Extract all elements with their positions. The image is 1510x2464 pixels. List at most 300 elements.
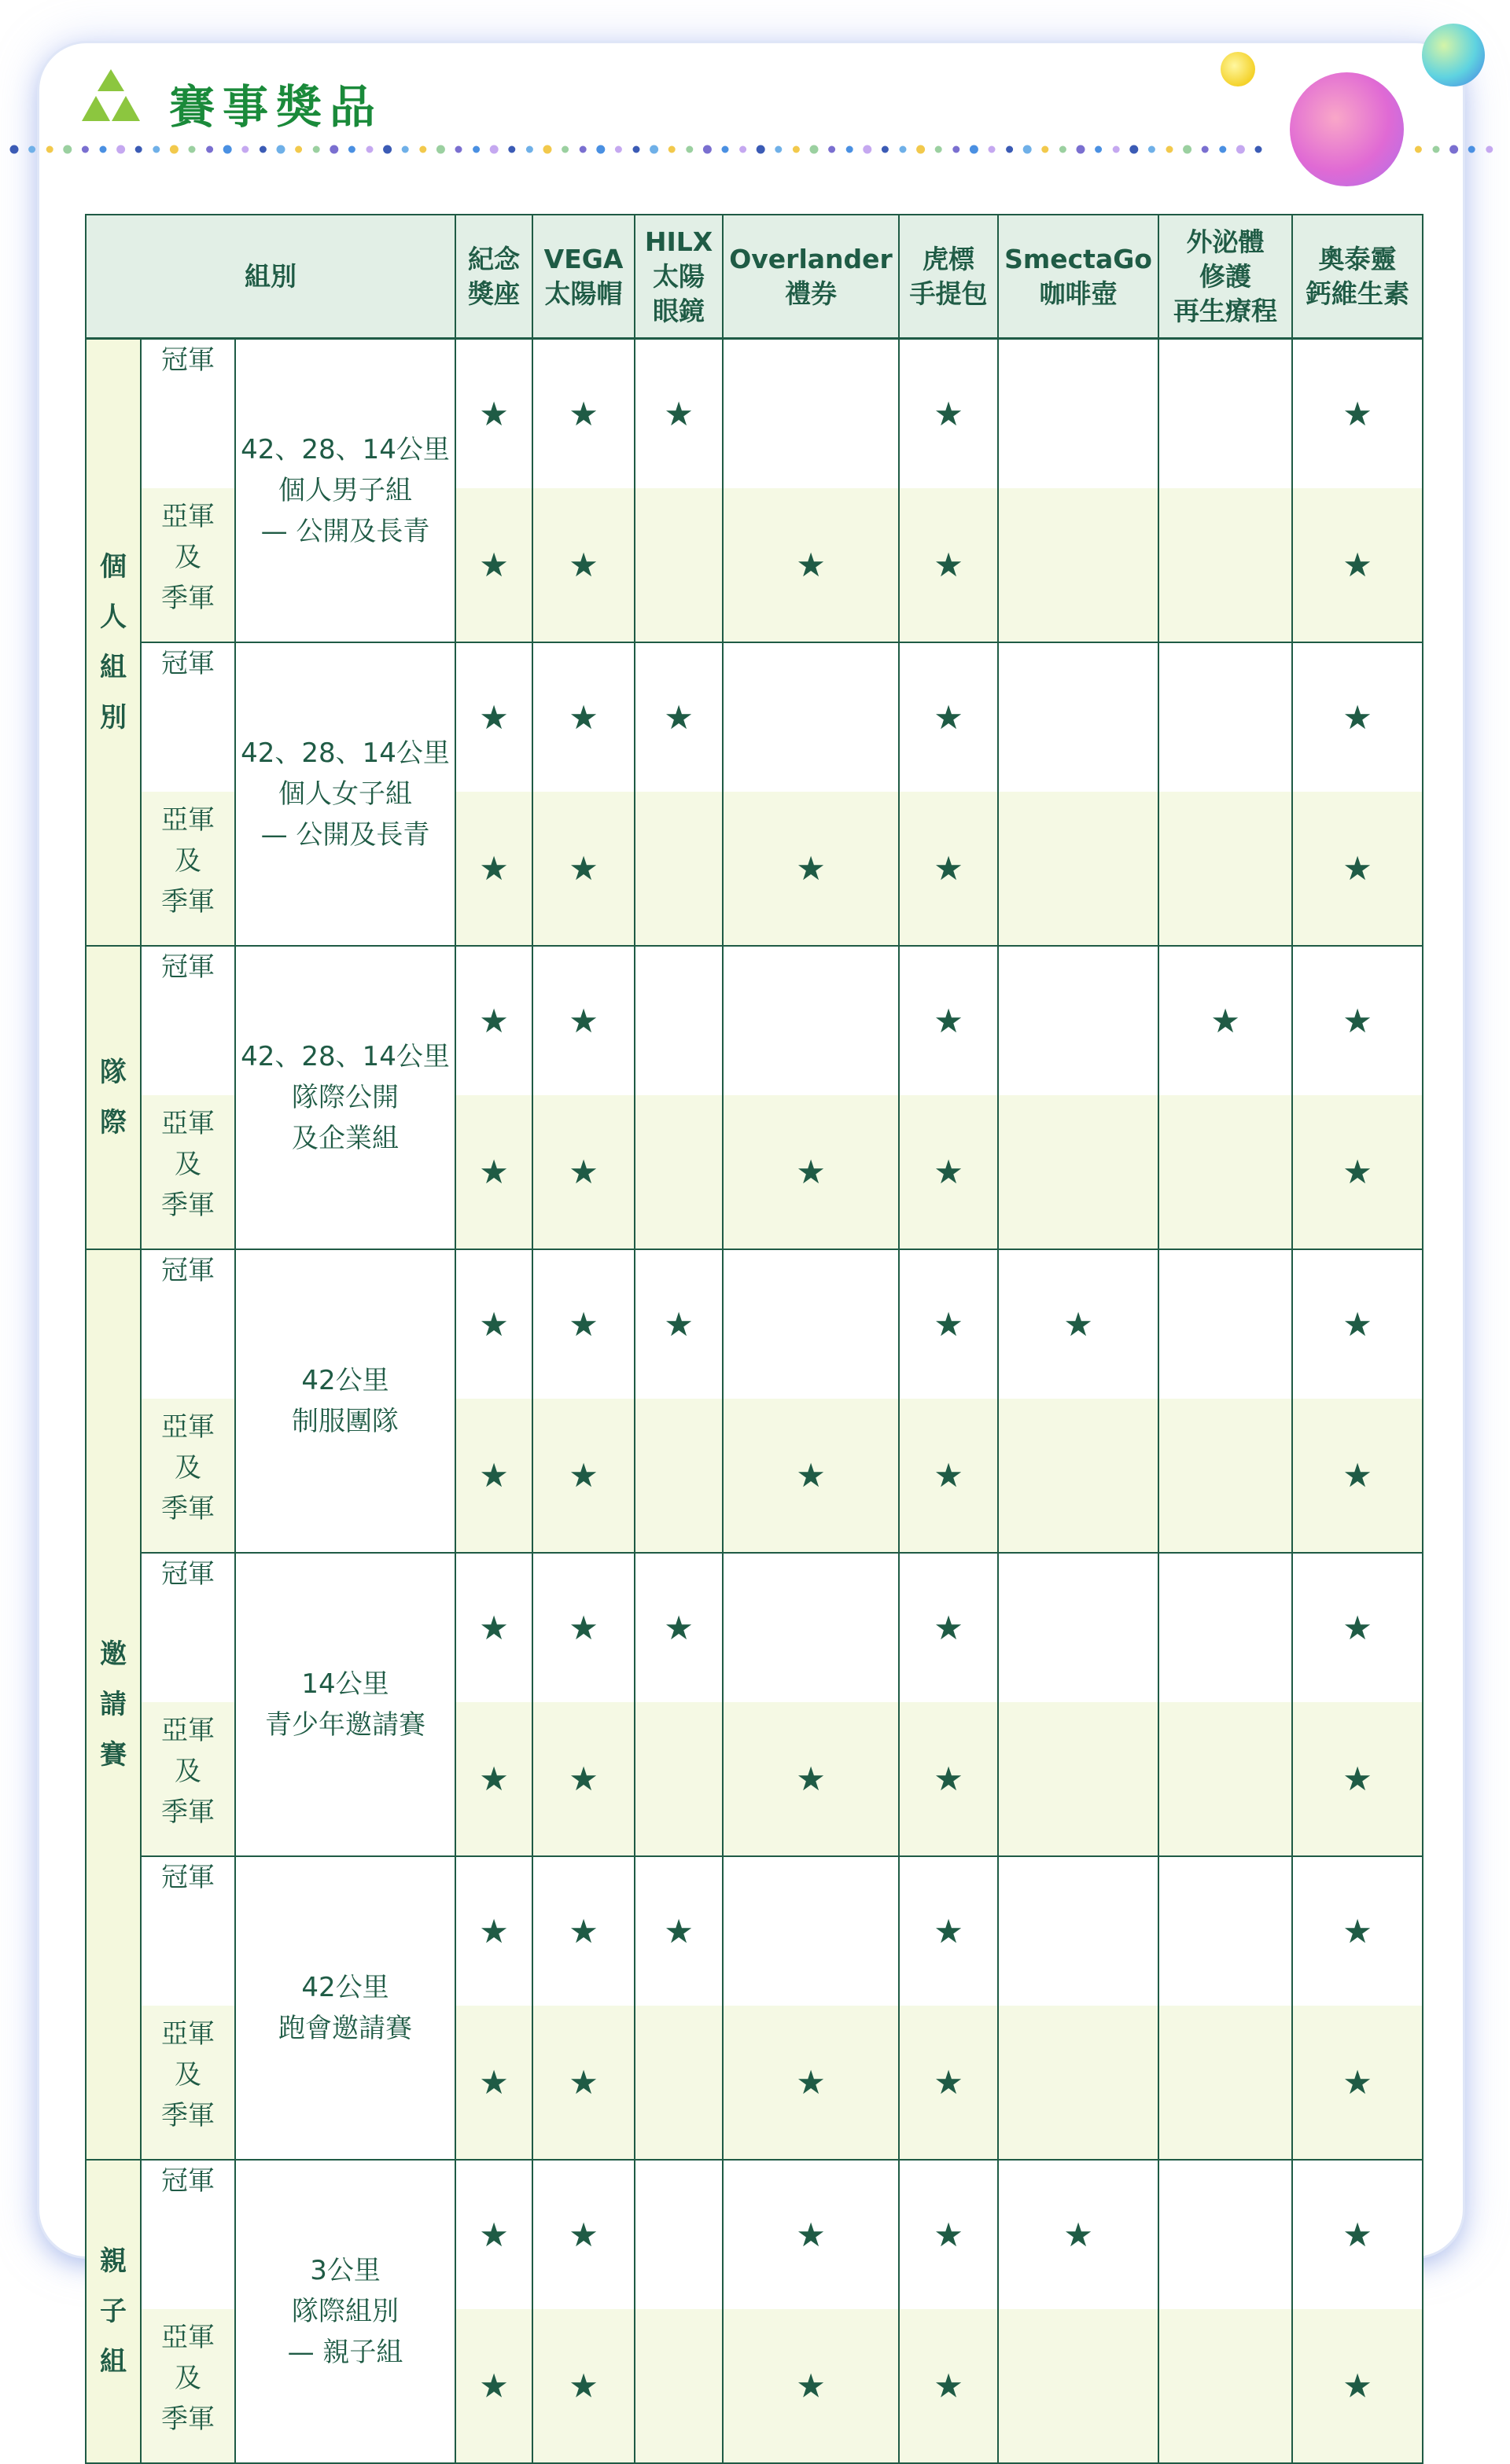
prize-star-icon: ★ — [532, 488, 635, 642]
divider-dot — [703, 145, 712, 154]
prize-star-icon: ★ — [532, 339, 635, 488]
prize-star-icon: ★ — [723, 792, 899, 946]
prize-star-icon: ★ — [1292, 1249, 1423, 1399]
prize-star-icon: ★ — [1292, 946, 1423, 1095]
divider-dot — [1433, 146, 1440, 153]
divider-dot — [828, 146, 835, 153]
prize-star-icon: ★ — [723, 488, 899, 642]
divider-dot — [241, 146, 249, 153]
header-group: 組別 — [86, 215, 455, 339]
divider-dot — [82, 146, 89, 153]
header-prize-line: 鈣維生素 — [1306, 278, 1410, 309]
group-label-char: 子 — [100, 2295, 127, 2327]
header-prize-line: VEGA — [543, 243, 624, 274]
event-name-line: 制服團隊 — [292, 1405, 400, 1437]
event-name-line: 42公里 — [301, 1971, 389, 2003]
divider-dot — [1059, 146, 1066, 153]
dotted-divider — [0, 142, 1510, 157]
prize-star-icon: ★ — [455, 1095, 532, 1249]
divider-dot — [1166, 146, 1173, 153]
header-prize-1 — [532, 215, 635, 339]
prize-empty-cell — [1158, 1095, 1292, 1249]
rank-line: 亞軍 — [161, 804, 215, 836]
group-label-char: 組 — [100, 2345, 127, 2378]
prize-star-icon: ★ — [455, 1702, 532, 1856]
rank-line: 亞軍 — [161, 2321, 215, 2353]
table-row — [86, 1553, 1423, 1702]
prize-star-icon: ★ — [1292, 2160, 1423, 2309]
divider-dot — [739, 146, 746, 153]
prize-empty-cell — [723, 642, 899, 792]
prize-empty-cell — [998, 946, 1158, 1095]
prize-empty-cell — [1158, 1702, 1292, 1856]
rank-champion — [141, 2160, 235, 2309]
event-name-line: — 公開及長青 — [260, 515, 430, 547]
prize-star-icon: ★ — [532, 946, 635, 1095]
prize-star-icon: ★ — [532, 1095, 635, 1249]
prize-empty-cell — [723, 1249, 899, 1399]
divider-dot — [1255, 146, 1262, 153]
header-prize-line: 眼鏡 — [653, 295, 705, 326]
prize-empty-cell — [1158, 2006, 1292, 2160]
prize-star-icon: ★ — [723, 1702, 899, 1856]
group-label — [86, 339, 141, 946]
divider-dot — [1129, 145, 1138, 154]
event-name — [235, 946, 455, 1249]
prize-empty-cell — [998, 1399, 1158, 1553]
rank-line: 亞軍 — [161, 500, 215, 532]
event-name-line: 跑會邀請賽 — [278, 2012, 413, 2044]
table-header-row — [86, 215, 1423, 339]
event-name-line: 42、28、14公里 — [241, 1040, 450, 1072]
prize-empty-cell — [998, 642, 1158, 792]
divider-dot — [153, 146, 160, 153]
header-prize-line: 太陽 — [653, 260, 705, 292]
header-prize-5 — [998, 215, 1158, 339]
rank-line: 亞軍 — [161, 2017, 215, 2050]
rank-line: 冠軍 — [161, 647, 215, 679]
header-prize-line: 手提包 — [909, 278, 988, 309]
prize-star-icon: ★ — [455, 339, 532, 488]
divider-dot — [722, 146, 729, 153]
prize-star-icon: ★ — [899, 1856, 998, 2006]
prize-star-icon: ★ — [455, 2006, 532, 2160]
prize-empty-cell — [635, 2160, 723, 2309]
prize-star-icon: ★ — [1292, 1553, 1423, 1702]
rank-line: 季軍 — [161, 1189, 215, 1221]
prize-empty-cell — [1158, 339, 1292, 488]
divider-dot — [1148, 146, 1155, 153]
event-name-line: — 公開及長青 — [260, 818, 430, 851]
prize-empty-cell — [1158, 642, 1292, 792]
prize-star-icon: ★ — [899, 946, 998, 1095]
divider-dot — [580, 146, 587, 153]
divider-dot — [330, 145, 338, 154]
rank-line: 季軍 — [161, 1796, 215, 1828]
rank-line: 季軍 — [161, 2099, 215, 2131]
prize-star-icon: ★ — [899, 792, 998, 946]
event-name — [235, 2160, 455, 2463]
prize-empty-cell — [998, 1095, 1158, 1249]
header-prize-line: 修護 — [1199, 260, 1252, 292]
prize-star-icon: ★ — [899, 1095, 998, 1249]
rank-line: 及 — [175, 1755, 201, 1787]
rank-champion — [141, 1249, 235, 1399]
prize-empty-cell — [723, 1856, 899, 2006]
divider-dot — [189, 146, 196, 153]
divider-dot — [846, 146, 853, 153]
divider-dot — [455, 146, 462, 153]
rank-runner-up — [141, 488, 235, 642]
prize-star-icon: ★ — [723, 1095, 899, 1249]
rank-line: 冠軍 — [161, 951, 215, 983]
divider-dot — [206, 146, 213, 153]
prize-star-icon: ★ — [532, 642, 635, 792]
group-label-char: 賽 — [100, 1738, 127, 1771]
rank-line: 季軍 — [161, 582, 215, 614]
divider-dot — [989, 146, 996, 153]
divider-dot — [402, 146, 409, 153]
prize-star-icon: ★ — [1292, 642, 1423, 792]
prize-star-icon: ★ — [899, 488, 998, 642]
prize-star-icon: ★ — [1292, 1856, 1423, 2006]
prize-empty-cell — [635, 1702, 723, 1856]
prize-empty-cell — [723, 339, 899, 488]
prize-table — [85, 214, 1423, 2464]
prize-star-icon: ★ — [899, 1249, 998, 1399]
rank-champion — [141, 1553, 235, 1702]
event-name-line: — 親子組 — [287, 2336, 403, 2368]
divider-dot — [793, 146, 800, 153]
rank-line: 季軍 — [161, 885, 215, 918]
prize-star-icon: ★ — [635, 339, 723, 488]
rank-line: 及 — [175, 2362, 201, 2394]
rank-line: 季軍 — [161, 1492, 215, 1524]
divider-dot — [543, 145, 552, 154]
event-name-line: 3公里 — [310, 2254, 381, 2286]
prize-star-icon: ★ — [635, 642, 723, 792]
divider-dot — [295, 146, 302, 153]
divider-dot — [1183, 145, 1191, 154]
event-name — [235, 1249, 455, 1553]
header-prize-0 — [455, 215, 532, 339]
group-label-char: 別 — [100, 701, 127, 734]
divider-dot — [1202, 146, 1209, 153]
divider-dot — [686, 146, 693, 153]
prize-star-icon: ★ — [1292, 488, 1423, 642]
divider-dot — [615, 146, 622, 153]
event-name-line: 42、28、14公里 — [241, 737, 450, 769]
rank-line: 冠軍 — [161, 1254, 215, 1286]
divider-dot — [46, 146, 53, 153]
prize-empty-cell — [635, 1095, 723, 1249]
prize-star-icon: ★ — [635, 1856, 723, 2006]
prize-star-icon: ★ — [723, 1399, 899, 1553]
divider-dot — [277, 145, 285, 154]
prize-empty-cell — [1158, 2309, 1292, 2463]
divider-dot — [650, 145, 658, 154]
group-label — [86, 1249, 141, 2160]
divider-dot — [863, 145, 871, 154]
prize-empty-cell — [1158, 1399, 1292, 1553]
prize-star-icon: ★ — [1158, 946, 1292, 1095]
rank-runner-up — [141, 2006, 235, 2160]
event-name-line: 及企業組 — [292, 1122, 400, 1154]
group-label-char: 請 — [100, 1688, 127, 1720]
header-prize-line: 禮券 — [785, 278, 838, 309]
divider-dot — [952, 146, 959, 153]
header-prize-line: 外泌體 — [1186, 226, 1265, 257]
divider-dot — [1449, 145, 1458, 154]
event-name-line: 隊際公開 — [292, 1081, 400, 1113]
event-name — [235, 1856, 455, 2160]
triangle-logo-icon — [79, 64, 143, 129]
prize-empty-cell — [998, 792, 1158, 946]
header-prize-6 — [1158, 215, 1292, 339]
event-name-line: 個人男子組 — [278, 474, 413, 506]
page-title: 賽事獎品 — [169, 80, 384, 134]
rank-line: 亞軍 — [161, 1107, 215, 1139]
divider-dot — [633, 146, 640, 153]
header-prize-line: 紀念 — [468, 243, 521, 274]
prize-star-icon: ★ — [899, 1553, 998, 1702]
divider-dot — [1486, 146, 1493, 153]
divider-dot — [668, 146, 676, 153]
prize-empty-cell — [998, 339, 1158, 488]
divider-dot — [260, 146, 267, 153]
rank-runner-up — [141, 1095, 235, 1249]
header-prize-2 — [635, 215, 723, 339]
prize-star-icon: ★ — [455, 946, 532, 1095]
prize-star-icon: ★ — [899, 2006, 998, 2160]
event-name-line: 青少年邀請賽 — [265, 1708, 426, 1741]
group-label-char: 邀 — [100, 1638, 127, 1670]
prize-empty-cell — [635, 2309, 723, 2463]
yellow-ball-decoration — [1221, 52, 1255, 86]
event-name — [235, 1553, 455, 1856]
prize-empty-cell — [635, 946, 723, 1095]
rank-line: 及 — [175, 2058, 201, 2091]
rank-line: 冠軍 — [161, 1557, 215, 1590]
rank-line: 季軍 — [161, 2403, 215, 2435]
divider-dot — [970, 145, 978, 154]
divider-dot — [419, 146, 426, 153]
prize-empty-cell — [998, 488, 1158, 642]
prize-star-icon: ★ — [532, 2006, 635, 2160]
prize-star-icon: ★ — [532, 2160, 635, 2309]
divider-dot — [100, 146, 107, 153]
divider-dot — [1236, 145, 1245, 154]
divider-dot — [562, 146, 569, 153]
prize-star-icon: ★ — [532, 792, 635, 946]
rank-champion — [141, 946, 235, 1095]
divider-dot — [526, 146, 533, 153]
prize-star-icon: ★ — [1292, 1399, 1423, 1553]
divider-dot — [775, 146, 782, 153]
divider-dot — [366, 146, 374, 153]
prize-star-icon: ★ — [723, 2160, 899, 2309]
rank-line: 亞軍 — [161, 1714, 215, 1746]
prize-star-icon: ★ — [899, 339, 998, 488]
prize-star-icon: ★ — [899, 1702, 998, 1856]
group-label — [86, 2160, 141, 2463]
prize-star-icon: ★ — [1292, 792, 1423, 946]
header-prize-line: 虎標 — [923, 243, 975, 274]
divider-dot — [1113, 146, 1120, 153]
table-row — [86, 946, 1423, 1095]
header-prize-line: 再生療程 — [1173, 295, 1278, 326]
prize-star-icon: ★ — [455, 2309, 532, 2463]
rank-line: 亞軍 — [161, 1410, 215, 1443]
divider-dot — [916, 145, 925, 154]
group-label-char: 人 — [100, 601, 127, 633]
event-name — [235, 642, 455, 946]
divider-dot — [116, 145, 125, 154]
divider-dot — [170, 145, 179, 154]
prize-star-icon: ★ — [1292, 1702, 1423, 1856]
prize-empty-cell — [998, 1856, 1158, 2006]
divider-dot — [1006, 146, 1013, 153]
rank-runner-up — [141, 792, 235, 946]
event-name-line: 個人女子組 — [278, 778, 413, 810]
prize-empty-cell — [998, 1702, 1158, 1856]
divider-dot — [935, 146, 942, 153]
prize-star-icon: ★ — [532, 1553, 635, 1702]
table-row — [86, 2160, 1423, 2309]
rank-line: 及 — [175, 541, 201, 573]
header-prize-line: HILX — [644, 226, 713, 257]
prize-empty-cell — [635, 488, 723, 642]
header-prize-3 — [723, 215, 899, 339]
prize-empty-cell — [635, 2006, 723, 2160]
table-row — [86, 339, 1423, 488]
prize-star-icon: ★ — [532, 1249, 635, 1399]
prize-star-icon: ★ — [1292, 2309, 1423, 2463]
prize-star-icon: ★ — [455, 792, 532, 946]
divider-dot — [223, 145, 232, 154]
divider-dot — [757, 145, 765, 154]
header-prize-line: 太陽帽 — [544, 278, 623, 309]
prize-empty-cell — [1158, 2160, 1292, 2309]
divider-dot — [810, 145, 819, 154]
rank-champion — [141, 1856, 235, 2006]
divider-dot — [508, 146, 515, 153]
rank-champion — [141, 339, 235, 488]
event-name-line: 14公里 — [301, 1668, 389, 1700]
divider-dot — [313, 146, 320, 153]
prize-star-icon: ★ — [455, 1856, 532, 2006]
group-label-char: 隊 — [100, 1056, 127, 1088]
divider-dot — [882, 146, 889, 153]
prize-star-icon: ★ — [455, 2160, 532, 2309]
rank-line: 及 — [175, 1148, 201, 1180]
event-name-line: 42、28、14公里 — [241, 433, 450, 465]
divider-dot — [28, 146, 35, 153]
rank-line: 冠軍 — [161, 1861, 215, 1893]
pink-ball-decoration — [1290, 72, 1404, 186]
group-label-char: 親 — [100, 2245, 127, 2277]
prize-empty-cell — [635, 792, 723, 946]
divider-dot — [436, 145, 445, 154]
prize-star-icon: ★ — [455, 1553, 532, 1702]
divider-dot — [1468, 146, 1475, 153]
prize-empty-cell — [998, 2006, 1158, 2160]
rank-line: 冠軍 — [161, 2164, 215, 2197]
prize-empty-cell — [1158, 1856, 1292, 2006]
prize-empty-cell — [1158, 1553, 1292, 1702]
prize-star-icon: ★ — [635, 1249, 723, 1399]
prize-star-icon: ★ — [455, 1399, 532, 1553]
divider-dot — [1041, 146, 1048, 153]
prize-star-icon: ★ — [998, 1249, 1158, 1399]
prize-star-icon: ★ — [532, 1702, 635, 1856]
divider-dot — [10, 145, 19, 154]
header-prize-4 — [899, 215, 998, 339]
divider-dot — [1077, 145, 1085, 154]
prize-star-icon: ★ — [899, 2160, 998, 2309]
rank-runner-up — [141, 1399, 235, 1553]
header-prize-line: 獎座 — [468, 278, 521, 309]
divider-dot — [473, 146, 480, 153]
prize-empty-cell — [1158, 1249, 1292, 1399]
rank-runner-up — [141, 2309, 235, 2463]
prize-star-icon: ★ — [899, 1399, 998, 1553]
rank-line: 冠軍 — [161, 344, 215, 376]
divider-dot — [1415, 146, 1422, 153]
header-prize-line: 奧泰靈 — [1318, 243, 1397, 274]
header-prize-7 — [1292, 215, 1423, 339]
rank-runner-up — [141, 1702, 235, 1856]
group-label-char: 際 — [100, 1106, 127, 1138]
blue-ball-decoration — [1422, 24, 1485, 86]
divider-dot — [1095, 146, 1102, 153]
prize-star-icon: ★ — [899, 2309, 998, 2463]
rank-line: 及 — [175, 1451, 201, 1484]
prize-star-icon: ★ — [455, 1249, 532, 1399]
prize-empty-cell — [1158, 488, 1292, 642]
group-label-char: 組 — [100, 651, 127, 683]
divider-dot — [135, 146, 142, 153]
header-prize-line: SmectaGo — [1004, 243, 1152, 274]
prize-star-icon: ★ — [635, 1553, 723, 1702]
divider-dot — [348, 146, 355, 153]
prize-star-icon: ★ — [455, 642, 532, 792]
prize-star-icon: ★ — [532, 1399, 635, 1553]
table-row — [86, 1249, 1423, 1399]
divider-dot — [490, 145, 499, 154]
divider-dot — [383, 145, 392, 154]
prize-star-icon: ★ — [899, 642, 998, 792]
table-row — [86, 1856, 1423, 2006]
rank-line: 及 — [175, 844, 201, 877]
prize-star-icon: ★ — [532, 1856, 635, 2006]
prize-star-icon: ★ — [1292, 1095, 1423, 1249]
rank-champion — [141, 642, 235, 792]
prize-empty-cell — [723, 946, 899, 1095]
header-prize-line: Overlander — [729, 243, 893, 274]
prize-empty-cell — [1158, 792, 1292, 946]
divider-dot — [1023, 145, 1032, 154]
prize-empty-cell — [998, 1553, 1158, 1702]
event-name — [235, 339, 455, 642]
prize-empty-cell — [635, 1399, 723, 1553]
group-label — [86, 946, 141, 1249]
prize-star-icon: ★ — [532, 2309, 635, 2463]
divider-dot — [1219, 146, 1226, 153]
prize-star-icon: ★ — [998, 2160, 1158, 2309]
event-name-line: 42公里 — [301, 1364, 389, 1396]
event-name-line: 隊際組別 — [292, 2295, 400, 2327]
